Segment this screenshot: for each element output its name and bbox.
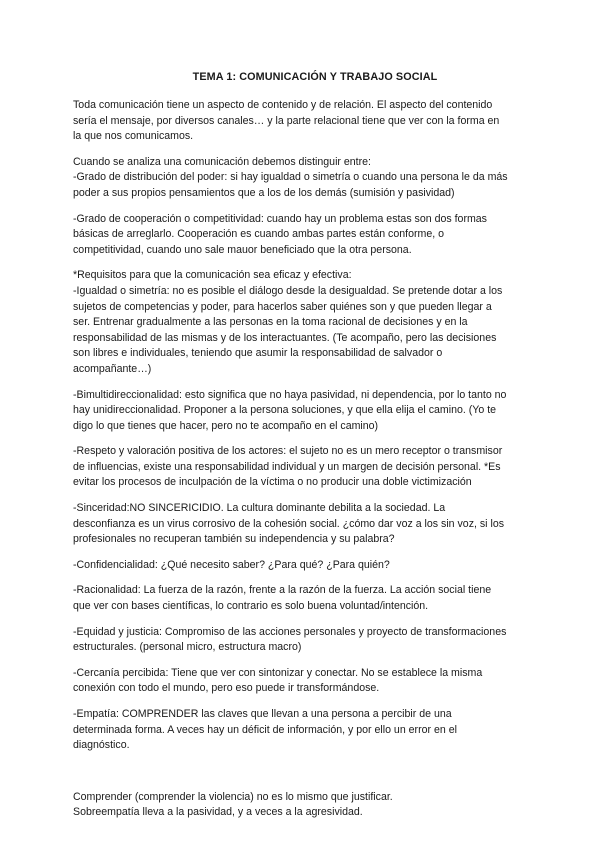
text-line: hay unidireccionalidad. Proponer a la persona soluciones, y que ella elija el camino. (Yo te: [73, 404, 497, 417]
text-line: evitar los procesos de inculpación de la víctima o no producir una doble victimización: [73, 476, 472, 489]
page-title: TEMA 1: COMUNICACIÓN Y TRABAJO SOCIAL: [192, 71, 438, 83]
text-line: Cuando se analiza una comunicación debemos distinguir entre:: [73, 155, 371, 168]
text-line: sería el mensaje, por diversos canales… y la parte relacional tiene que ver con la forma en: [73, 114, 500, 127]
text-line: -Igualdad o simetría: no es posible el diálogo desde la desigualdad. Se pretende dotar a los: [73, 284, 503, 297]
text-line: -Grado de cooperación o competitividad: cuando hay un problema estas son dos formas: [73, 212, 487, 225]
text-line: -Grado de distribución del poder: si hay igualdad o simetría o cuando una persona le da más: [73, 171, 508, 184]
text-line: -Respeto y valoración positiva de los actores: el sujeto no es un mero receptor o transmisor: [73, 445, 503, 458]
text-line: responsabilidad de las mismas y de los interactuantes. (Te acompaño, pero las decisiones: [73, 331, 497, 344]
text-line: ser. Entrenar gradualmente a las personas en la toma racional de decisiones y en la: [73, 316, 468, 329]
paragraph-closing: [73, 790, 533, 821]
paragraph-equity: [73, 625, 533, 656]
paragraph-cooperation: [73, 212, 533, 259]
text-line: conexión con todo el mundo, pero eso puede ir transformándose.: [73, 682, 380, 695]
text-line: digo lo que tienes que hacer, pero no te acompaño en el camino): [73, 419, 379, 432]
spacer: [73, 764, 533, 790]
text-line: Toda comunicación tiene un aspecto de contenido y de relación. El aspecto del contenido: [73, 99, 493, 111]
paragraph-sincerity: [73, 501, 533, 548]
text-line: diagnóstico.: [73, 739, 130, 752]
text-line: -Sinceridad:NO SINCERICIDIO. La cultura dominante debilita a la sociedad. La: [73, 502, 446, 515]
text-line: Sobreempatía lleva a la pasividad, y a veces a la agresividad.: [73, 806, 363, 819]
text-line: competitividad, cuando uno sale mauor beneficiado que la otra persona.: [73, 243, 412, 256]
text-line: -Confidencialidad: ¿Qué necesito saber? ¿Para qué? ¿Para quién?: [73, 558, 390, 571]
text-line: de influencias, existe una responsabilidad individual y un margen de decisión personal. *Es: [73, 460, 501, 473]
text-line: la que nos comunicamos.: [73, 130, 194, 143]
text-line: -Racionalidad: La fuerza de la razón, frente a la razón de la fuerza. La acción social tiene: [73, 584, 492, 597]
paragraph-confidentiality: [73, 558, 533, 574]
text-line: Comprender (comprender la violencia) no es lo mismo que justificar.: [73, 790, 393, 803]
text-line: acompañante…): [73, 362, 152, 375]
text-line: poder a sus propios pensamientos que a los de los demás (sumisión y pasividad): [73, 186, 455, 199]
paragraph-respect: [73, 444, 533, 491]
paragraph-requirements: [73, 268, 533, 377]
paragraph-closeness: [73, 666, 533, 697]
document-body: [73, 70, 533, 831]
paragraph-empathy: [73, 707, 533, 754]
text-line: *Requisitos para que la comunicación sea eficaz y efectiva:: [73, 269, 352, 282]
text-line: que ver con bases científicas, lo contrario es solo buena voluntad/intención.: [73, 600, 429, 613]
text-line: estructurales. (personal micro, estructura macro): [73, 641, 302, 654]
text-line: son libres e individuales, teniendo que asumir la responsabilidad de salvador o: [73, 347, 443, 360]
text-line: -Equidad y justicia: Compromiso de las acciones personales y proyecto de transformaciones: [73, 625, 507, 638]
text-line: sujetos de competencias y poder, para hacerlos saber quiénes son y que pueden llegar a: [73, 300, 492, 313]
paragraph-power-distribution: [73, 155, 533, 202]
paragraph-intro: [73, 98, 533, 145]
text-line: básicas de arreglarlo. Cooperación es cuando ambas partes están conforme, o: [73, 228, 444, 241]
text-line: determinada forma. A veces hay un déficit de información, y por ello un error en el: [73, 723, 457, 736]
text-line: -Empatía: COMPRENDER las claves que llevan a una persona a percibir de una: [73, 708, 452, 720]
paragraph-rationality: [73, 583, 533, 614]
text-line: profesionales no recuperan también su independencia y su palabra?: [73, 533, 395, 546]
text-line: -Bimultidireccionalidad: esto significa que no haya pasividad, ni dependencia, por lo tanto no: [73, 388, 507, 401]
text-line: desconfianza es un virus corrosivo de la cohesión social. ¿cómo dar voz a los sin voz, si los: [73, 517, 505, 530]
text-line: -Cercanía percibida: Tiene que ver con sintonizar y conectar. No se establece la misma: [73, 666, 483, 679]
paragraph-multidirectionality: [73, 388, 533, 435]
